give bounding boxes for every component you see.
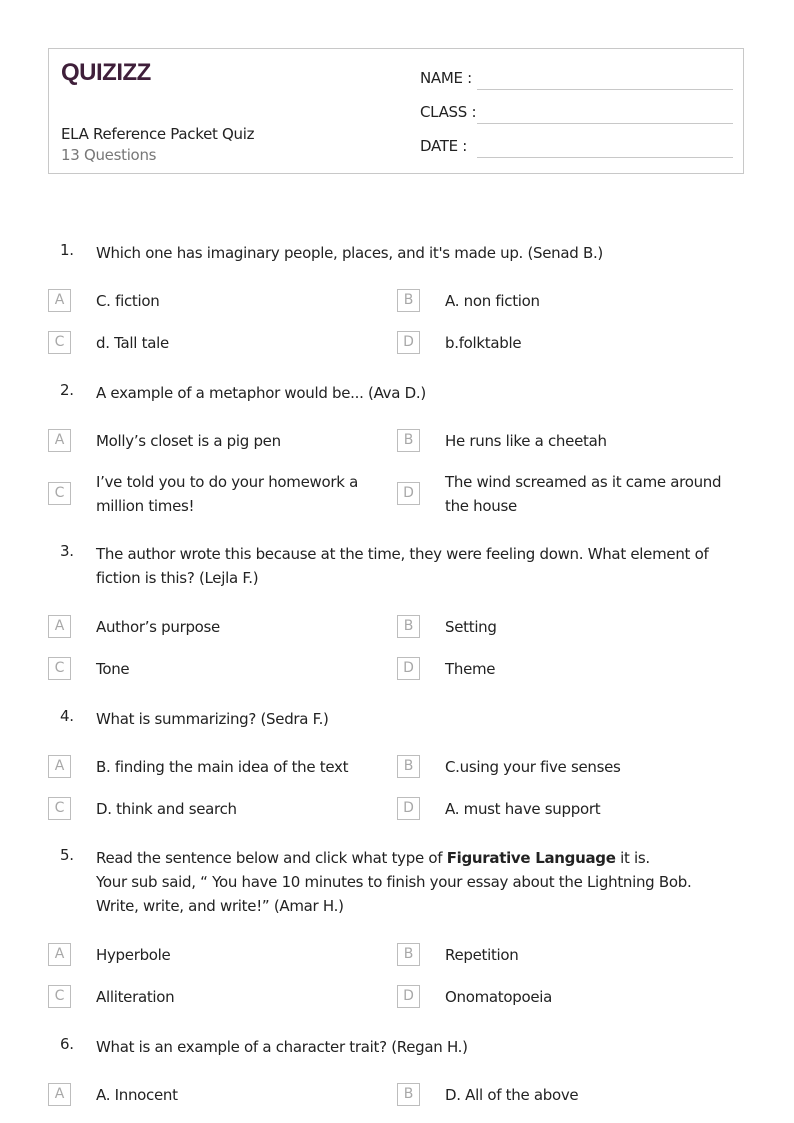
option-text[interactable]: B. finding the main idea of the text [96,758,349,776]
option-text[interactable]: C. fiction [96,292,160,310]
option-letter-box[interactable]: D [397,985,420,1008]
question-number: 4. [60,707,74,725]
option-text[interactable]: A. Innocent [96,1086,178,1104]
option-text[interactable]: Hyperbole [96,946,171,964]
option-letter-box[interactable]: B [397,289,420,312]
option-text[interactable]: Onomatopoeia [445,988,553,1006]
option-letter-box[interactable]: A [48,943,71,966]
option-letter-box[interactable]: B [397,943,420,966]
question-text [96,846,736,918]
option-letter-box[interactable]: B [397,1083,420,1106]
question-text-quote: Your sub said, “ You have 10 minutes to finish your essay about the Lightning Bob. Write, write, and write!” (Amar H.) [96,873,692,915]
question-number: 3. [60,542,74,560]
question-number: 1. [60,241,74,259]
option-letter-box[interactable]: B [397,615,420,638]
option-text[interactable]: D. think and search [96,800,237,818]
option-letter-box[interactable]: A [48,615,71,638]
option-letter-box[interactable]: C [48,331,71,354]
option-letter-box[interactable]: C [48,797,71,820]
date-field[interactable] [477,157,733,158]
worksheet-header [48,48,744,174]
question-text: A example of a metaphor would be... (Ava D.) [96,384,426,402]
question-text: What is summarizing? (Sedra F.) [96,710,329,728]
option-text[interactable]: I’ve told you to do your homework a million times! [96,473,358,515]
option-letter-box[interactable]: A [48,1083,71,1106]
option-letter-box[interactable]: B [397,755,420,778]
name-label: NAME : [420,69,472,87]
question-number: 5. [60,846,74,864]
quizizz-logo[interactable]: QUIZIZZ [61,59,151,86]
option-text[interactable]: Theme [445,660,496,678]
option-text[interactable]: Author’s purpose [96,618,220,636]
question-number: 6. [60,1035,74,1053]
class-label: CLASS : [420,103,477,121]
option-letter-box[interactable]: C [48,482,71,505]
question-text-part: it is. [615,849,650,867]
option-text[interactable]: A. must have support [445,800,601,818]
option-text[interactable]: d. Tall tale [96,334,169,352]
question-text: The author wrote this because at the time, they were feeling down. What element of fiction is this? (Lejla F.) [96,545,709,587]
option-letter-box[interactable]: C [48,657,71,680]
option-text[interactable]: Molly’s closet is a pig pen [96,432,281,450]
option-letter-box[interactable]: B [397,429,420,452]
option-letter-box[interactable]: D [397,331,420,354]
option-text[interactable]: Tone [96,660,130,678]
option-letter-box[interactable]: A [48,755,71,778]
option-letter-box[interactable]: D [397,657,420,680]
option-text[interactable]: D. All of the above [445,1086,579,1104]
question-count: 13 Questions [61,146,157,164]
date-label: DATE : [420,137,468,155]
question-text-emphasis: Figurative Language [446,849,616,867]
option-text[interactable]: He runs like a cheetah [445,432,607,450]
option-text[interactable]: A. non fiction [445,292,540,310]
option-text[interactable]: The wind screamed as it came around the house [445,473,722,515]
class-field[interactable] [477,123,733,124]
option-letter-box[interactable]: D [397,482,420,505]
option-text[interactable]: Alliteration [96,988,175,1006]
option-text[interactable]: Repetition [445,946,519,964]
option-text[interactable]: b.folktable [445,334,522,352]
question-number: 2. [60,381,74,399]
option-text[interactable]: C.using your five senses [445,758,621,776]
question-text: What is an example of a character trait? (Regan H.) [96,1038,468,1056]
question-text: Which one has imaginary people, places, and it's made up. (Senad B.) [96,244,603,262]
question-text-part: Read the sentence below and click what type of [96,849,447,867]
quiz-title: ELA Reference Packet Quiz [61,125,255,143]
name-field[interactable] [477,89,733,90]
option-text[interactable]: Setting [445,618,497,636]
option-letter-box[interactable]: C [48,985,71,1008]
option-letter-box[interactable]: A [48,429,71,452]
option-letter-box[interactable]: A [48,289,71,312]
option-letter-box[interactable]: D [397,797,420,820]
